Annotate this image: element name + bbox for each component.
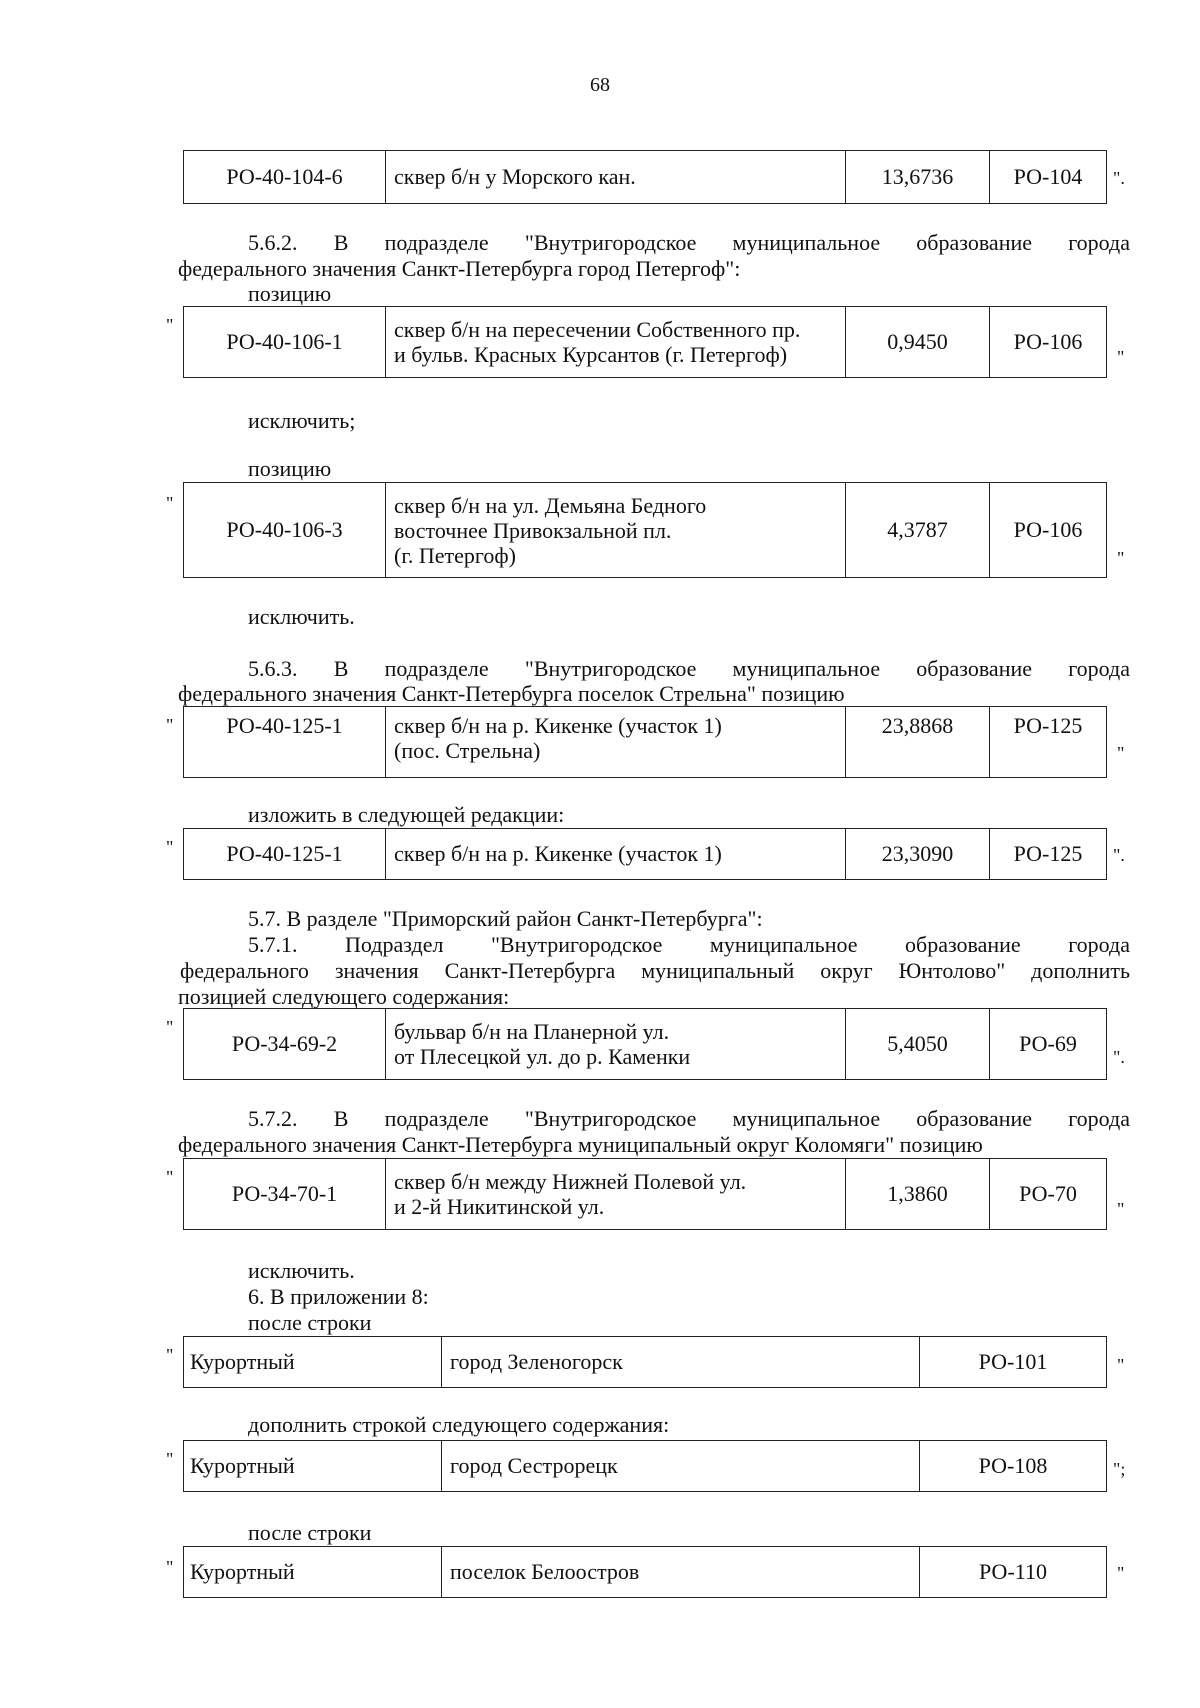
closing-quote: " xyxy=(1117,347,1125,367)
paragraph-5-7-1-line3: позицией следующего содержания: xyxy=(178,984,510,1009)
opening-quote: " xyxy=(166,1017,174,1037)
table-row-beloostrov xyxy=(183,1546,1107,1598)
opening-quote: " xyxy=(166,1557,174,1577)
cell-ref: РО-106 xyxy=(1013,517,1083,542)
closing-quote: " xyxy=(1117,548,1125,568)
opening-quote: " xyxy=(166,1449,174,1469)
table-row-ro-40-106-1 xyxy=(183,306,1107,378)
table-row-ro-40-125-1-old xyxy=(183,706,1107,778)
cell-ref: РО-125 xyxy=(1013,841,1083,866)
cell-district: Курортный xyxy=(184,1547,442,1597)
opening-quote: " xyxy=(166,1167,174,1187)
page-number: 68 xyxy=(590,74,610,96)
cell-code: РО-40-106-3 xyxy=(184,483,386,577)
table-row-ro-40-125-1-new xyxy=(183,828,1107,880)
cell-code: РО-40-104-6 xyxy=(184,151,386,203)
table-row-ro-34-70-1 xyxy=(183,1158,1107,1230)
cell-place: поселок Белоостров xyxy=(442,1547,920,1597)
cell-place: город Зеленогорск xyxy=(442,1337,920,1387)
text-posle-stroki: после строки xyxy=(248,1310,372,1335)
closing-quote: " xyxy=(1117,743,1125,763)
cell-name: сквер б/н на р. Кикенке (участок 1) (пос. Стрельна) xyxy=(386,707,846,777)
cell-ref: РО-69 xyxy=(1019,1031,1077,1056)
text-isklyuchit: исключить; xyxy=(248,408,356,433)
table-row-ro-40-104-6 xyxy=(183,150,1107,204)
cell-ref: РО-101 xyxy=(978,1349,1048,1374)
cell-area: 5,4050 xyxy=(846,1009,990,1079)
cell-code: РО-34-70-1 xyxy=(184,1159,386,1229)
paragraph-6: 6. В приложении 8: xyxy=(248,1284,429,1309)
cell-ref: РО-70 xyxy=(1019,1181,1077,1206)
opening-quote: " xyxy=(166,715,174,735)
opening-quote: " xyxy=(166,493,174,513)
text-dopolnit: дополнить строкой следующего содержания: xyxy=(248,1412,670,1437)
cell-code: РО-40-106-1 xyxy=(184,307,386,377)
cell-area: 23,3090 xyxy=(846,829,990,879)
cell-ref: РО-125 xyxy=(1013,713,1083,738)
cell-name: бульвар б/н на Планерной ул. от Плесецкой ул. до р. Каменки xyxy=(386,1009,846,1079)
closing-quote: "; xyxy=(1113,1459,1126,1479)
closing-quote: " xyxy=(1117,1199,1125,1219)
table-row-ro-40-106-3 xyxy=(183,482,1107,578)
cell-code: РО-40-125-1 xyxy=(184,829,386,879)
cell-place: город Сестрорецк xyxy=(442,1441,920,1491)
cell-ref: РО-104 xyxy=(1013,164,1083,189)
paragraph-5-6-3-line2: федерального значения Санкт-Петербурга поселок Стрельна" позицию xyxy=(178,681,845,706)
cell-name: сквер б/н между Нижней Полевой ул. и 2-й Никитинской ул. xyxy=(386,1159,846,1229)
closing-quote: " xyxy=(1117,1563,1125,1583)
cell-name: сквер б/н на пересечении Собственного пр. и бульв. Красных Курсантов (г. Петергоф) xyxy=(386,307,846,377)
cell-name: сквер б/н на р. Кикенке (участок 1) xyxy=(386,829,846,879)
table-row-ro-34-69-2 xyxy=(183,1008,1107,1080)
text-isklyuchit: исключить. xyxy=(248,604,355,629)
cell-name: сквер б/н у Морского кан. xyxy=(386,151,846,203)
paragraph-5-7-2-line2: федерального значения Санкт-Петербурга муниципальный округ Коломяги" позицию xyxy=(178,1132,983,1157)
paragraph-5-6-2-line1: 5.6.2. В подразделе "Внутригородское муниципальное образование города xyxy=(248,230,1130,255)
table-row-sestroretsk xyxy=(183,1440,1107,1492)
cell-area: 1,3860 xyxy=(846,1159,990,1229)
paragraph-5-7-1-line1: 5.7.1. Подраздел "Внутригородское муниципальное образование города xyxy=(248,932,1130,957)
closing-quote: ". xyxy=(1113,1047,1125,1067)
cell-name: сквер б/н на ул. Демьяна Бедного восточнее Привокзальной пл. (г. Петергоф) xyxy=(386,483,846,577)
cell-district: Курортный xyxy=(184,1337,442,1387)
cell-area: 23,8868 xyxy=(846,707,990,777)
paragraph-5-6-3-line1: 5.6.3. В подразделе "Внутригородское муниципальное образование города xyxy=(248,656,1130,681)
cell-district: Курортный xyxy=(184,1441,442,1491)
cell-code: РО-40-125-1 xyxy=(184,707,386,777)
cell-area: 4,3787 xyxy=(846,483,990,577)
paragraph-5-7: 5.7. В разделе "Приморский район Санкт-Петербурга": xyxy=(248,906,763,931)
text-posle-stroki: после строки xyxy=(248,1520,372,1545)
cell-ref: РО-106 xyxy=(1013,329,1083,354)
closing-quote: ". xyxy=(1113,168,1125,188)
cell-area: 0,9450 xyxy=(846,307,990,377)
cell-ref: РО-110 xyxy=(979,1559,1047,1584)
cell-area: 13,6736 xyxy=(846,151,990,203)
paragraph-5-7-2-line1: 5.7.2. В подразделе "Внутригородское муниципальное образование города xyxy=(248,1106,1130,1131)
opening-quote: " xyxy=(166,837,174,857)
cell-code: РО-34-69-2 xyxy=(184,1009,386,1079)
text-poziciyu: позицию xyxy=(248,281,332,306)
text-izlozhit: изложить в следующей редакции: xyxy=(248,802,565,827)
table-row-zelenogorsk xyxy=(183,1336,1107,1388)
text-isklyuchit: исключить. xyxy=(248,1258,355,1283)
paragraph-5-7-1-line2: федерального значения Санкт-Петербурга муниципальный округ Юнтолово" дополнить xyxy=(180,958,1130,983)
paragraph-5-6-2-line2: федерального значения Санкт-Петербурга город Петергоф": xyxy=(178,256,741,281)
opening-quote: " xyxy=(166,1345,174,1365)
closing-quote: " xyxy=(1117,1355,1125,1375)
closing-quote: ". xyxy=(1113,845,1125,865)
text-poziciyu: позицию xyxy=(248,456,332,481)
opening-quote: " xyxy=(166,315,174,335)
cell-ref: РО-108 xyxy=(978,1453,1048,1478)
